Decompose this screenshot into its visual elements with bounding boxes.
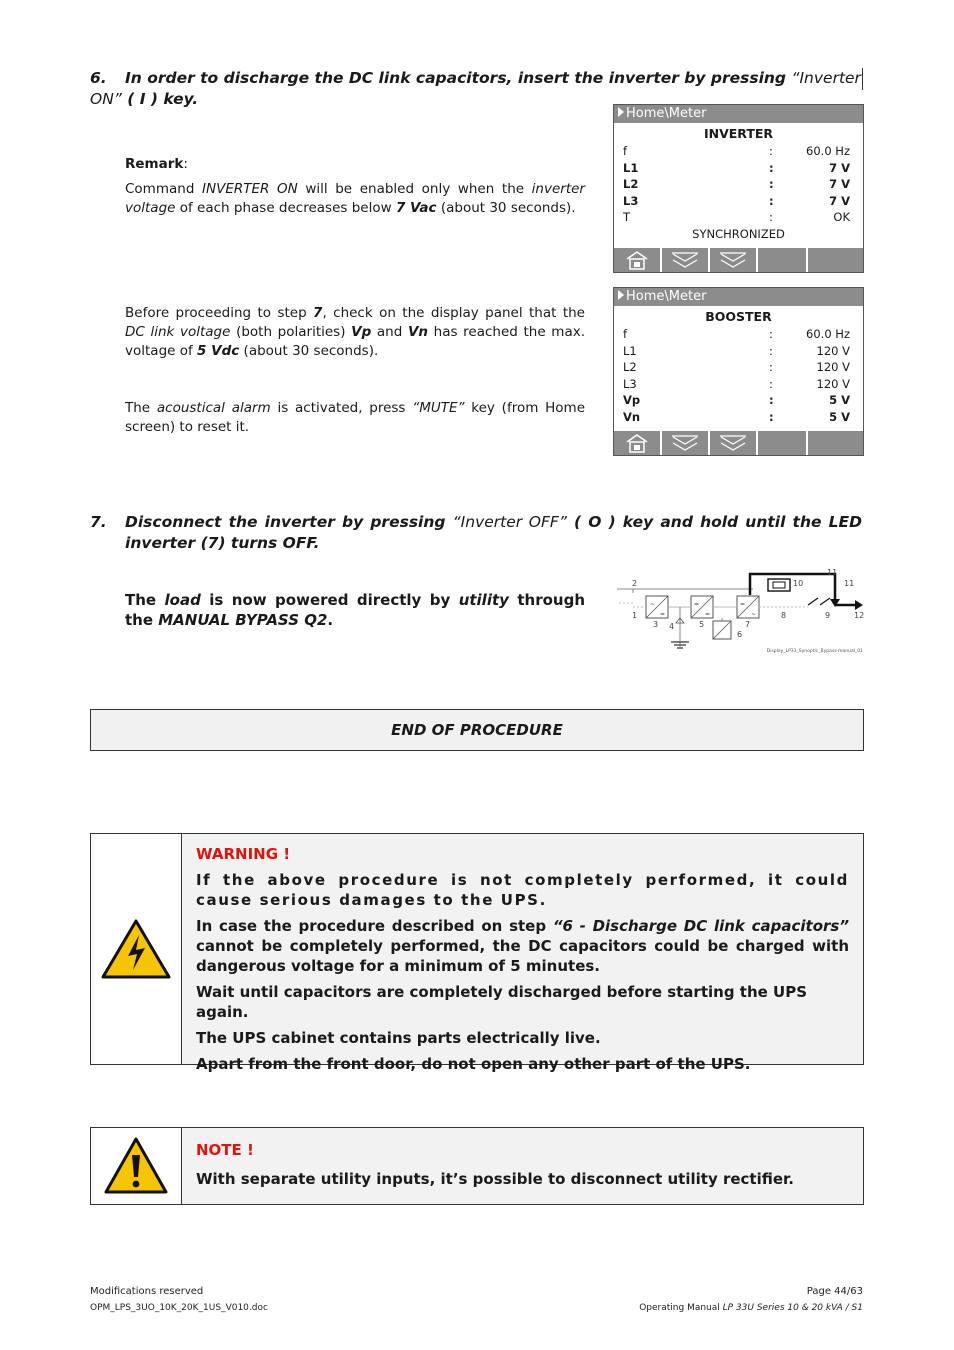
scroll-down-key-2[interactable] <box>710 431 758 455</box>
meter-row-value: OK <box>833 210 850 224</box>
scroll-down-key-2[interactable] <box>710 248 758 272</box>
svg-text:=: = <box>705 611 711 618</box>
alarm-p1-em: acoustical alarm <box>156 400 271 416</box>
remark-p3-bold: 7 Vac <box>395 200 437 216</box>
meter-row <box>614 393 863 410</box>
before-p2: , check on the display panel that the <box>322 305 585 321</box>
footer-right <box>639 1284 863 1316</box>
meter-row-label: L1 <box>623 160 639 175</box>
before-text <box>125 304 585 361</box>
blank-key[interactable] <box>758 248 808 272</box>
inverter-panel-breadcrumb: Home\Meter <box>626 106 707 121</box>
home-key[interactable] <box>614 431 662 455</box>
meter-row-separator: : <box>769 360 773 374</box>
step-6-text-b: ( I ) key. <box>121 90 199 108</box>
meter-row <box>614 327 863 344</box>
alarm-text <box>125 399 585 437</box>
end-of-procedure-label: END OF PROCEDURE <box>391 721 563 739</box>
svg-text:~: ~ <box>650 601 656 608</box>
meter-row-label: L1 <box>623 343 637 358</box>
home-icon <box>625 433 649 453</box>
inverter-panel-keybar <box>614 248 863 272</box>
step-6-number: 6. <box>90 69 107 87</box>
diagram-label-3: 3 <box>653 620 659 629</box>
footer-manual-em: LP 33U Series 10 & 20 kVA / S1 <box>722 1303 863 1313</box>
svg-text:=: = <box>660 611 666 618</box>
footer-doc-name: OPM_LPS_3UO_10K_20K_1US_V010.doc <box>90 1303 268 1313</box>
meter-row <box>614 177 863 194</box>
diagram-label-4: 4 <box>669 622 675 631</box>
warning-line-5: Apart from the front door, do not open any other part of the UPS. <box>196 1055 751 1073</box>
diagram-label-12: 12 <box>854 611 865 620</box>
booster-panel-header <box>614 288 863 306</box>
remark-p2: will be enabled only when the <box>297 181 532 197</box>
double-chevron-down-icon <box>671 434 699 452</box>
end-of-procedure-box <box>90 709 864 751</box>
meter-row-label: L2 <box>623 177 639 191</box>
meter-row <box>614 144 863 161</box>
before-p6: (about 30 seconds). <box>239 343 379 359</box>
ups-synoptic-diagram <box>613 565 867 657</box>
footer-page-number: Page 44/63 <box>806 1286 863 1297</box>
meter-row-value: 60.0 Hz <box>806 327 850 341</box>
diagram-label-11b: 11 <box>844 579 855 588</box>
warning-title: WARNING ! <box>196 845 291 863</box>
booster-panel-rows <box>614 327 863 426</box>
step-7-number: 7. <box>90 513 107 531</box>
load-p3: through the <box>125 591 586 629</box>
before-p4: and <box>371 324 408 340</box>
meter-row-value: 5 V <box>829 393 850 407</box>
remark-p1: Command <box>125 181 202 197</box>
note-box <box>90 1127 864 1205</box>
inverter-panel-title: INVERTER <box>703 126 774 141</box>
home-key[interactable] <box>614 248 662 272</box>
meter-row <box>614 210 863 227</box>
diagram-label-5: 5 <box>699 620 705 629</box>
before-vn: Vn <box>407 324 429 340</box>
footer-manual-a: Operating Manual <box>639 1303 723 1313</box>
remark-text <box>125 180 585 218</box>
meter-row-separator: : <box>769 409 774 424</box>
before-p1-bold: 7 <box>313 305 323 321</box>
meter-row-label: f <box>623 327 628 341</box>
step-7 <box>90 512 862 554</box>
blank-key[interactable] <box>758 431 808 455</box>
meter-row-separator: : <box>769 210 773 224</box>
step-6-text <box>90 69 861 108</box>
meter-row-separator: : <box>769 393 774 407</box>
meter-row-separator: : <box>769 144 773 158</box>
meter-row <box>614 161 863 178</box>
note-text: With separate utility inputs, it’s possible to disconnect utility rectifier. <box>196 1170 794 1188</box>
meter-row-label: T <box>623 210 631 224</box>
meter-row-label: Vn <box>623 409 641 424</box>
warning-line-2-quote: “6 - Discharge DC link capacitors” <box>552 917 849 935</box>
meter-row-value: 120 V <box>816 376 850 391</box>
load-p2: is now powered directly by <box>200 591 459 609</box>
meter-row-label: L3 <box>623 376 637 391</box>
diagram-label-1: 1 <box>632 611 638 620</box>
svg-text:=: = <box>694 601 700 608</box>
svg-text:=: = <box>740 601 746 608</box>
meter-row-value: 60.0 Hz <box>806 144 850 158</box>
inverter-panel-rows <box>614 144 863 227</box>
remark-label-text: Remark <box>125 156 184 172</box>
load-p1: The <box>125 591 165 609</box>
double-chevron-down-icon <box>719 434 747 452</box>
step-7-text <box>125 512 862 554</box>
scroll-down-key[interactable] <box>662 431 710 455</box>
meter-row-value: 7 V <box>829 193 850 208</box>
load-p3-em: MANUAL BYPASS Q2 <box>158 611 328 629</box>
diagram-caption: Display_LP33_Synoptic_Bypass-manual_01 <box>766 649 863 654</box>
note-title: NOTE ! <box>196 1141 254 1159</box>
meter-row-separator: : <box>769 343 773 358</box>
remark-p1-em: INVERTER ON <box>202 181 298 197</box>
meter-row-separator: : <box>769 327 773 341</box>
alarm-p2: is activated, press <box>270 400 413 416</box>
alarm-p2-em: “MUTE” <box>412 400 465 416</box>
warning-line-2-b: cannot be completely performed, the DC capacitors could be charged with dangerous voltage for a minimum of 5 minutes. <box>196 937 849 975</box>
meter-row-label: Vp <box>623 393 641 407</box>
before-p1: Before proceeding to step <box>125 305 314 321</box>
footer-left <box>90 1284 268 1316</box>
meter-row-value: 7 V <box>829 177 850 191</box>
meter-row <box>614 344 863 361</box>
warning-line-1: If the above procedure is not completely performed, it could cause serious damages to the UPS. <box>196 871 849 909</box>
diagram-label-7: 7 <box>745 620 751 629</box>
diagram-label-10: 10 <box>793 579 804 588</box>
home-icon <box>625 250 649 270</box>
alarm-p1: The <box>125 400 157 416</box>
diagram-label-6: 6 <box>737 630 743 639</box>
remark-label: Remark: <box>125 156 188 172</box>
meter-row <box>614 377 863 394</box>
meter-row-value: 7 V <box>829 160 850 175</box>
load-p1-em: load <box>164 591 201 609</box>
meter-row-separator: : <box>769 160 774 175</box>
meter-row <box>614 410 863 427</box>
load-text <box>125 590 585 630</box>
diagram-label-8: 8 <box>781 611 787 620</box>
warning-box <box>90 833 864 1073</box>
synoptic-diagram-svg <box>613 565 867 657</box>
before-p3: (both polarities) <box>230 324 352 340</box>
meter-row-separator: : <box>769 376 773 391</box>
footer-manual-title <box>639 1300 863 1316</box>
inverter-panel-status: SYNCHRONIZED <box>692 226 785 241</box>
meter-row <box>614 194 863 211</box>
diagram-label-2: 2 <box>632 579 638 588</box>
note-icon-cell <box>91 1128 182 1204</box>
high-voltage-icon <box>100 917 172 981</box>
meter-row-value: 5 V <box>829 409 850 424</box>
meter-row-separator: : <box>769 193 774 208</box>
blank-key-2[interactable] <box>808 431 858 455</box>
before-p5-bold: 5 Vdc <box>197 343 240 359</box>
meter-row-label: f <box>623 144 628 158</box>
margin-bar <box>862 68 863 90</box>
warning-line-2-a: In case the procedure described on step <box>196 917 553 935</box>
step-7-key: “Inverter OFF” <box>452 513 567 531</box>
warning-icon-cell <box>91 834 182 1064</box>
inverter-meter-panel <box>613 104 864 273</box>
warning-content <box>182 834 863 1073</box>
blank-key-2[interactable] <box>808 248 858 272</box>
warning-line-2 <box>196 916 849 976</box>
booster-panel-breadcrumb: Home\Meter <box>626 289 707 304</box>
play-arrow-icon <box>618 107 624 117</box>
warning-line-3: Wait until capacitors are completely discharged before starting the UPS again. <box>196 983 808 1021</box>
load-p2-em: utility <box>458 591 509 609</box>
inverter-panel-header <box>614 105 863 123</box>
double-chevron-down-icon <box>671 251 699 269</box>
scroll-down-key[interactable] <box>662 248 710 272</box>
diagram-label-9: 9 <box>825 611 831 620</box>
remark-p2-em: inverter voltage <box>125 181 585 216</box>
step-6-text-a: In order to discharge the DC link capacitors, insert the inverter by pressing <box>125 69 792 87</box>
meter-row-separator: : <box>769 177 774 191</box>
note-content <box>182 1128 863 1204</box>
warning-line-4: The UPS cabinet contains parts electrically live. <box>196 1029 601 1047</box>
play-arrow-icon <box>618 290 624 300</box>
meter-row-label: L3 <box>623 193 639 208</box>
load-p4: . <box>327 611 334 629</box>
remark-p4: (about 30 seconds). <box>436 200 576 216</box>
booster-meter-panel <box>613 287 864 456</box>
exclamation-icon <box>103 1136 169 1196</box>
diagram-labels <box>632 568 864 639</box>
diagram-label-11a: 11 <box>827 568 838 577</box>
booster-panel-keybar <box>614 431 863 455</box>
meter-row-value: 120 V <box>816 360 850 374</box>
step-7-text-b: ( O ) key and hold until the LED inverter (7) turns OFF. <box>125 513 862 552</box>
before-p2-em: DC link voltage <box>125 324 231 340</box>
step-6-key: “Inverter ON” <box>90 69 861 108</box>
remark-p3: of each phase decreases below <box>175 200 396 216</box>
footer-modifications: Modifications reserved <box>90 1286 204 1297</box>
before-p5: has reached the max. voltage of <box>125 324 586 359</box>
before-vp: Vp <box>351 324 372 340</box>
svg-text:~: ~ <box>751 611 757 618</box>
meter-row-value: 120 V <box>816 343 850 358</box>
double-chevron-down-icon <box>719 251 747 269</box>
meter-row <box>614 360 863 377</box>
step-7-text-a: Disconnect the inverter by pressing <box>125 513 453 531</box>
meter-row-label: L2 <box>623 360 637 374</box>
booster-panel-title: BOOSTER <box>705 309 772 324</box>
alarm-p3: key (from Home screen) to reset it. <box>125 400 586 435</box>
